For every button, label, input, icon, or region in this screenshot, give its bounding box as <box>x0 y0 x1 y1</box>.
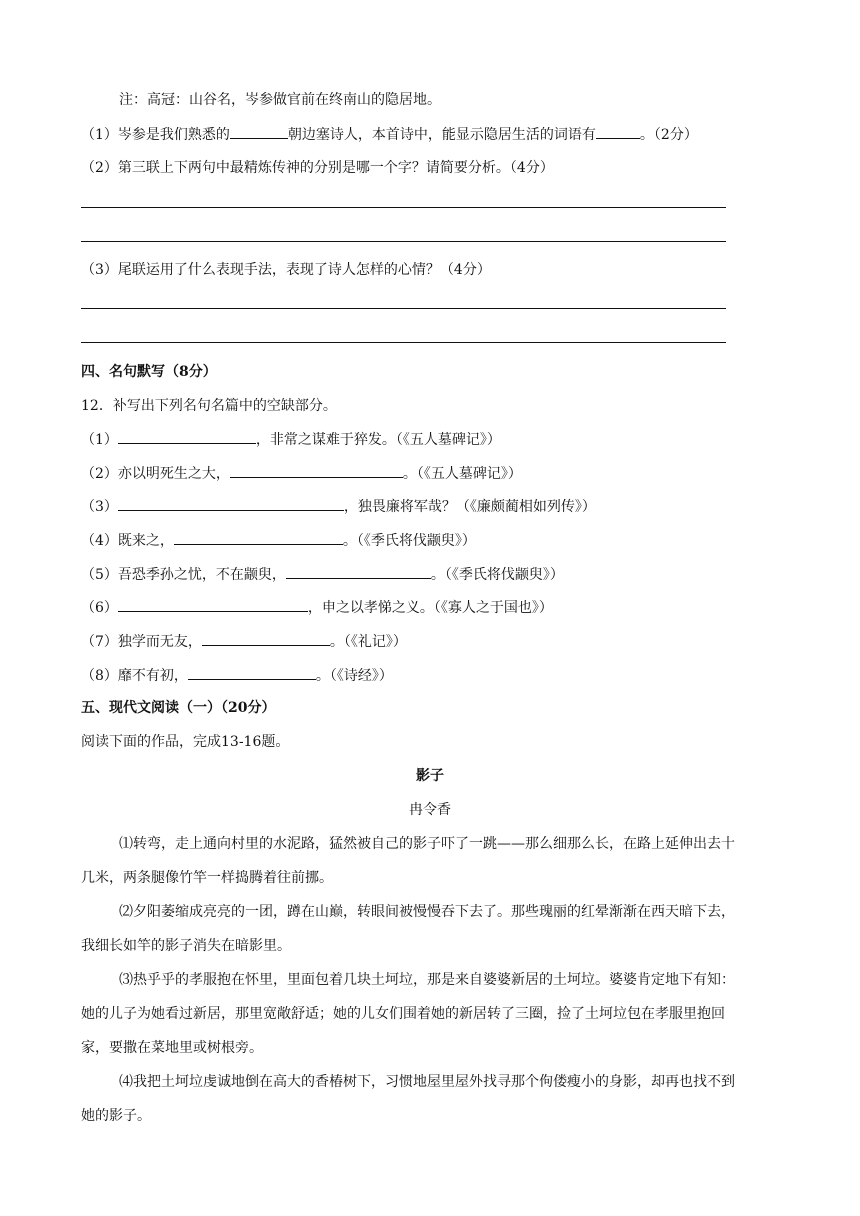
answer-blank[interactable] <box>230 124 288 139</box>
answer-line[interactable] <box>81 207 726 208</box>
fill-item-suffix: 。（《诗经》） <box>315 668 393 684</box>
fill-item-suffix: 。（《季氏将伐颛臾》） <box>430 567 564 583</box>
paragraph-line: ⑵夕阳萎缩成亮亮的一团，蹲在山巅，转眼间被慢慢吞下去了。那些瑰丽的红晕渐渐在西天暗下去， <box>119 904 735 920</box>
paragraph-line: ⑷我把土坷垃虔诚地倒在高大的香椿树下，习惯地屋里屋外找寻那个佝偻瘦小的身影，却再也找不到 <box>119 1074 735 1090</box>
answer-blank[interactable] <box>118 496 344 511</box>
fill-item-suffix: ，非常之谋难于猝发。（《五人墓碑记》） <box>255 432 501 448</box>
question-11-part-2: （2）第三联上下两句中最精炼传神的分别是哪一个字？请简要分析。（4分） <box>81 160 554 176</box>
fill-item-4 <box>81 530 476 551</box>
answer-blank[interactable] <box>202 631 330 646</box>
answer-line[interactable] <box>81 241 726 242</box>
fill-item-prefix: （5）吾恐季孙之忧，不在颛臾， <box>81 567 286 583</box>
answer-blank[interactable] <box>118 597 308 612</box>
answer-blank[interactable] <box>188 665 316 680</box>
fill-item-prefix: （8）靡不有初， <box>81 668 188 684</box>
answer-blank[interactable] <box>118 429 256 444</box>
paragraph-line: 她的影子。 <box>81 1108 151 1124</box>
paragraph-line: 家，要撒在菜地里或树根旁。 <box>81 1040 263 1056</box>
fill-item-2 <box>81 463 522 484</box>
fill-item-suffix: ，独畏廉将军哉？（《廉颇蔺相如列传》） <box>343 499 596 515</box>
fill-item-prefix: （2）亦以明死生之大， <box>81 466 230 482</box>
article-author: 冉令香 <box>409 802 451 818</box>
fill-item-prefix: （3） <box>81 499 118 515</box>
paragraph-line: 她的儿子为她看过新居，那里宽敞舒适；她的儿女们围着她的新居转了三圈，捡了土坷垃包在孝服里抱回 <box>81 1006 725 1022</box>
fill-item-1 <box>81 429 501 450</box>
fill-item-prefix: （6） <box>81 600 118 616</box>
section-5-heading: 五、现代文阅读（一）（20分） <box>81 700 276 716</box>
paragraph-line: ⑶热乎乎的孝服抱在怀里，里面包着几块土坷垃，那是来自婆婆新居的土坷垃。婆婆肯定地下有知： <box>119 972 735 988</box>
q11-p1-text-c: 。（2分） <box>639 127 698 143</box>
question-11-part-3: （3）尾联运用了什么表现手法，表现了诗人怎样的心情？（4分） <box>81 262 491 278</box>
fill-item-7 <box>81 631 407 652</box>
fill-item-3 <box>81 496 596 517</box>
q11-p1-text-a: （1）岑参是我们熟悉的 <box>81 127 230 143</box>
fill-item-suffix: 。（《季氏将伐颛臾》） <box>342 533 476 549</box>
question-12-prompt: 12．补写出下列名句名篇中的空缺部分。 <box>81 398 337 414</box>
fill-item-5 <box>81 564 564 585</box>
fill-item-suffix: 。（《五人墓碑记》） <box>402 466 522 482</box>
fill-item-prefix: （7）独学而无友， <box>81 634 202 650</box>
answer-line[interactable] <box>81 308 726 309</box>
q11-p1-text-b: 朝边塞诗人，本首诗中，能显示隐居生活的词语有 <box>287 127 596 143</box>
annotation-note: 注：高冠：山谷名，岑参做官前在终南山的隐居地。 <box>119 92 441 108</box>
fill-item-suffix: 。（《礼记》） <box>329 634 407 650</box>
reading-instructions: 阅读下面的作品，完成13-16题。 <box>81 734 290 750</box>
answer-line[interactable] <box>81 342 726 343</box>
fill-item-prefix: （4）既来之， <box>81 533 174 549</box>
paragraph-line: 几米，两条腿像竹竿一样捣腾着往前挪。 <box>81 870 333 886</box>
answer-blank[interactable] <box>174 530 343 545</box>
paragraph-line: 我细长如竿的影子消失在暗影里。 <box>81 938 291 954</box>
fill-item-prefix: （1） <box>81 432 118 448</box>
answer-blank[interactable] <box>596 124 640 139</box>
answer-blank[interactable] <box>230 463 403 478</box>
section-4-heading: 四、名句默写（8分） <box>81 364 217 380</box>
fill-item-8 <box>81 665 393 686</box>
question-11-part-1 <box>81 124 698 145</box>
fill-item-6 <box>81 597 553 618</box>
paragraph-line: ⑴转弯，走上通向村里的水泥路，猛然被自己的影子吓了一跳——那么细那么长，在路上延伸出去十 <box>119 836 735 852</box>
fill-item-suffix: ，申之以孝悌之义。（《寡人之于国也》） <box>307 600 553 616</box>
answer-blank[interactable] <box>286 564 431 579</box>
article-title: 影子 <box>416 768 444 784</box>
